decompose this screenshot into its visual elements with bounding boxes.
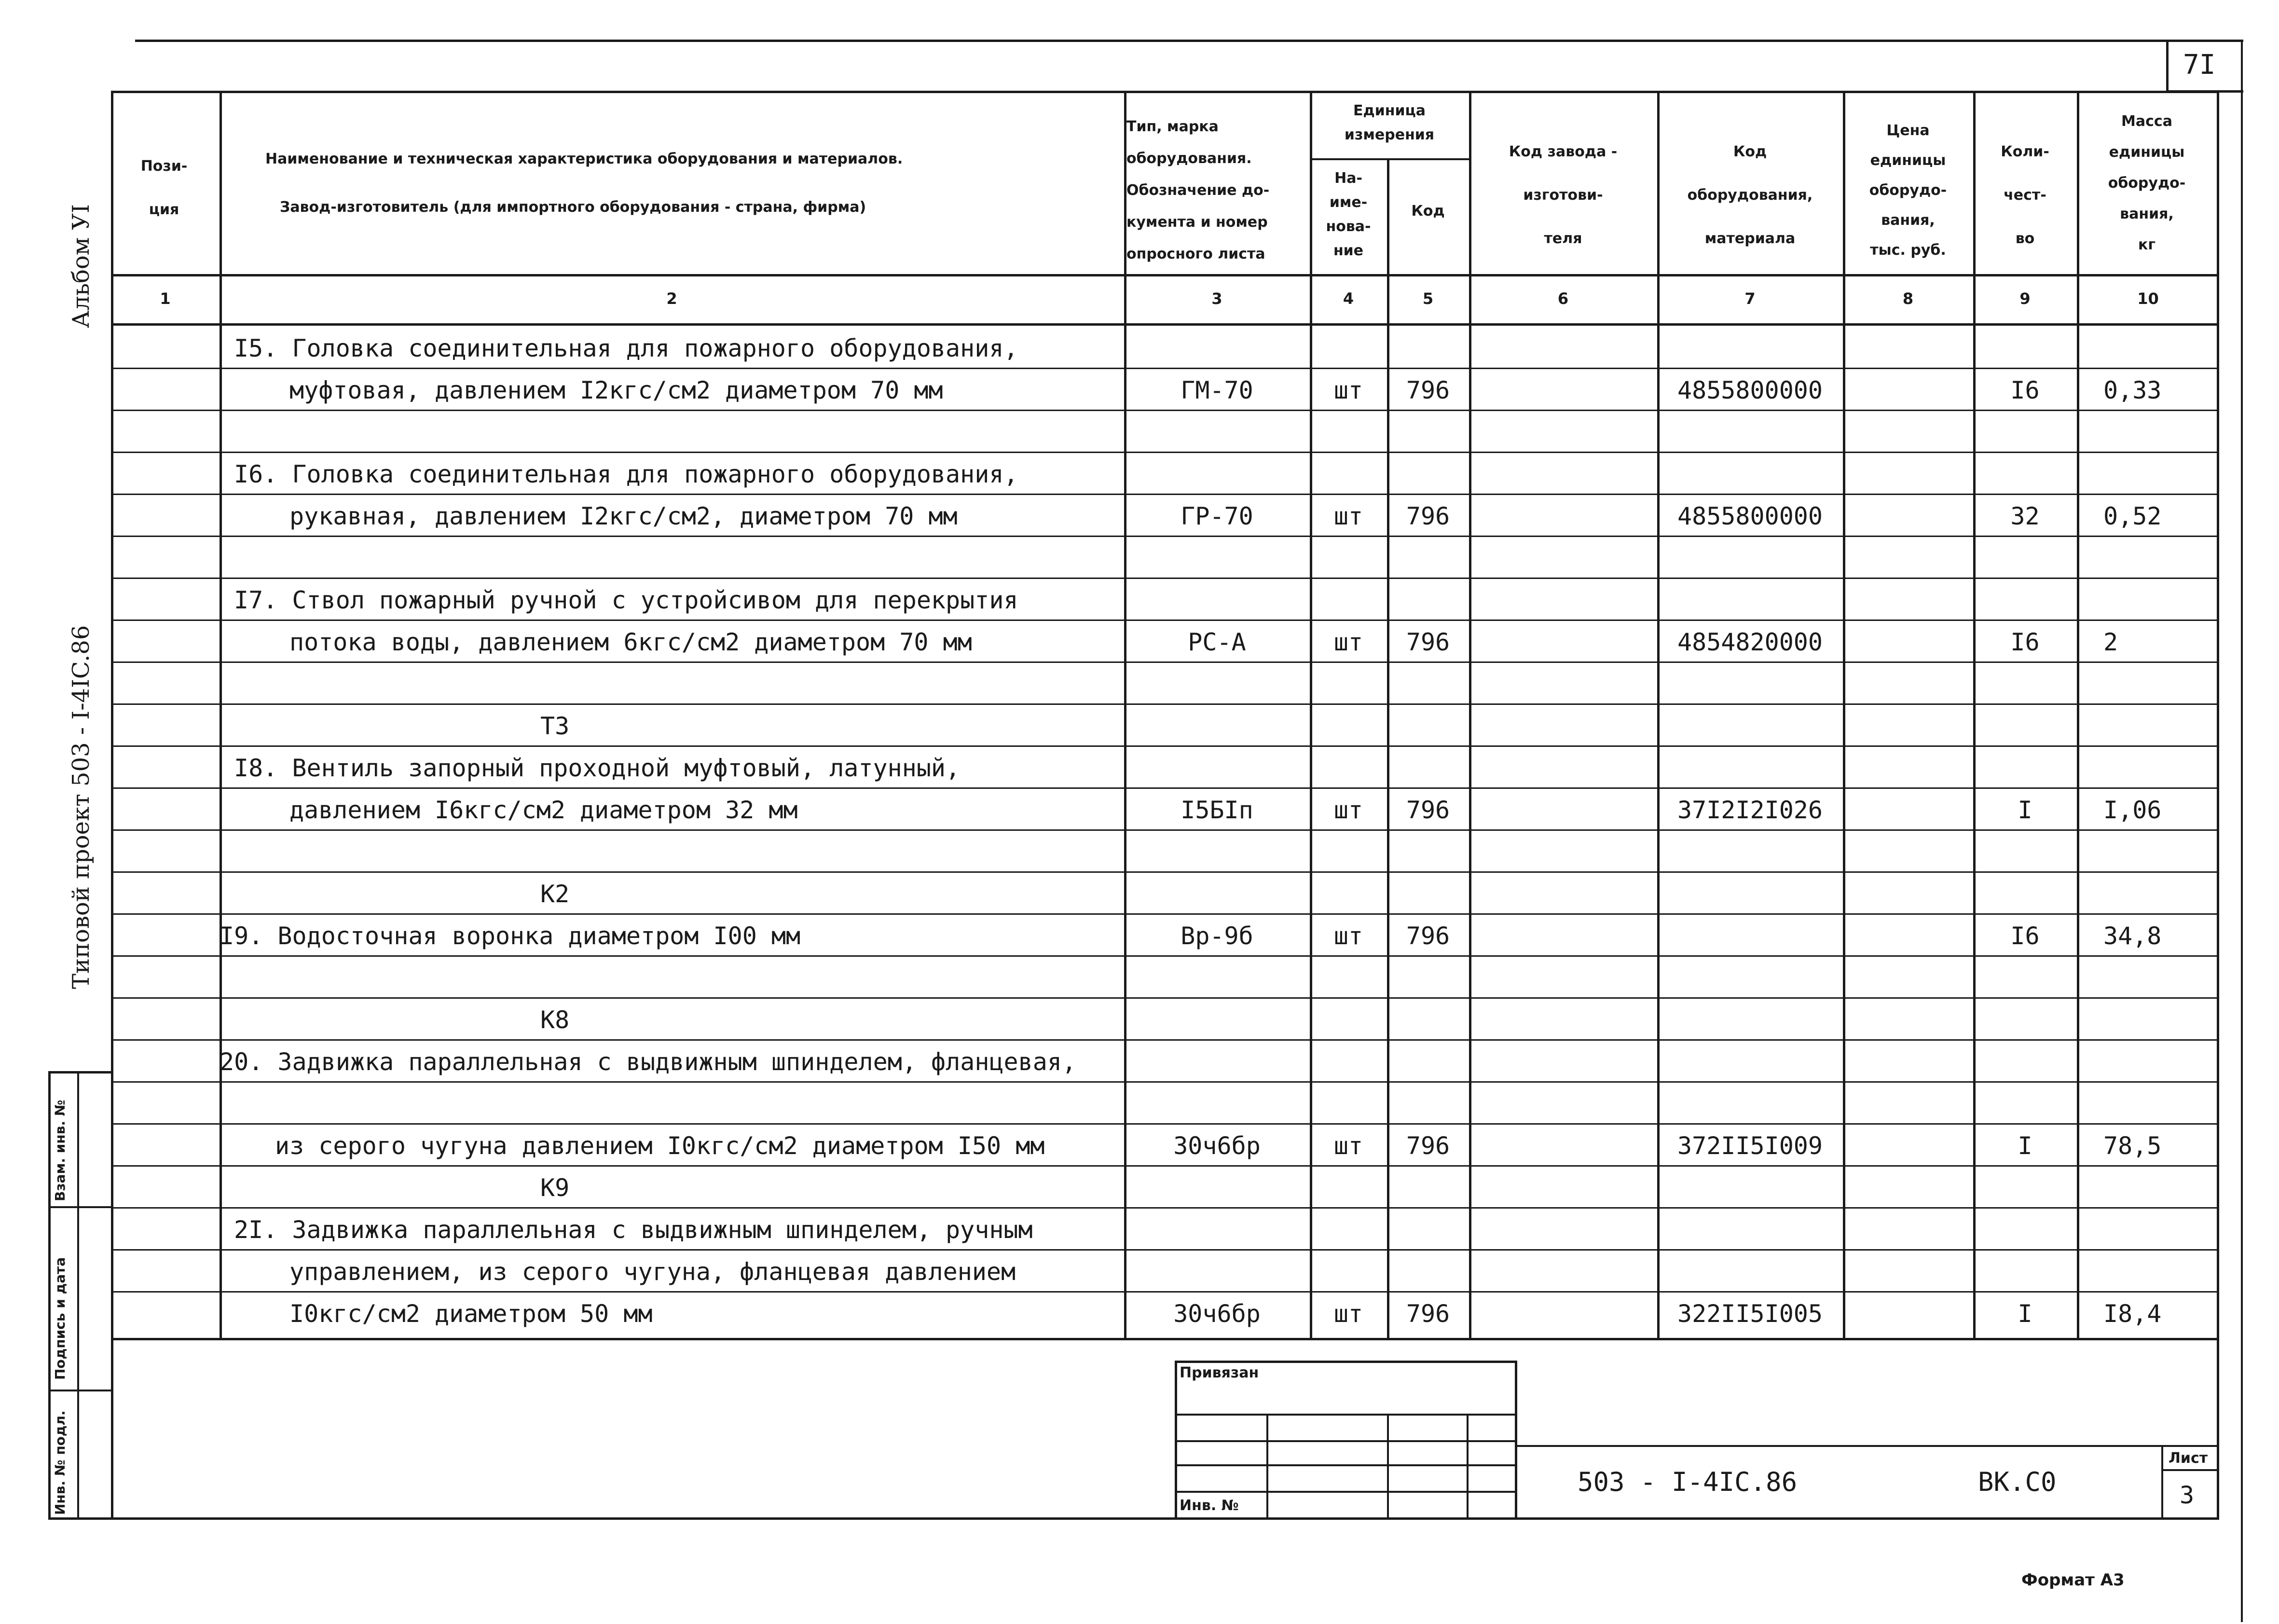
side-project-label: Типовой проект 503 - I-4IC.86 [68,625,95,989]
table-row [0,1249,2279,1291]
row-divider [111,536,2219,537]
row-divider [111,410,2219,411]
doc-section: ВК.С0 [1978,1467,2057,1497]
column-number: 5 [1422,289,1434,308]
side-album-label: Альбом УI [68,204,95,328]
header-col10: Масса единицы оборудо- вания, кг [2108,113,2186,253]
row-qty: 32 [2010,502,2040,530]
row-name: I7. Ствол пожарный ручной с устройсивом для перекрытия [234,586,1018,614]
row-mass: I8,4 [2103,1300,2162,1328]
row-divider [111,955,2219,957]
table-row [0,1207,2279,1249]
column-number: 2 [666,289,677,308]
row-type: I5БIп [1181,796,1253,824]
unit-group-line [1310,158,1469,160]
column-number: 9 [2019,289,2031,308]
table-row [0,1039,2279,1081]
column-number: 1 [160,289,171,308]
header-col1: Пози- ция [140,158,188,218]
row-mass: 78,5 [2103,1132,2162,1160]
row-name: 20. Задвижка параллельная с выдвижным шпинделем, фланцевая, [220,1048,1077,1076]
format-label: Формат А3 [2021,1570,2125,1590]
side-podpis-label: Подпись и дата [52,1257,68,1380]
row-code: 796 [1406,922,1450,950]
header-col9: Коли- чест- во [2001,143,2049,247]
stamp-line-4 [1175,1491,1517,1493]
row-name: управлением, из серого чугуна, фланцевая давлением [289,1258,1016,1286]
sheet-box-left [2161,1445,2163,1520]
row-unit: шт [1333,1132,1363,1160]
table-row [0,913,2279,955]
row-code: 796 [1406,796,1450,824]
row-mass: I,06 [2103,796,2162,824]
column-number: 7 [1744,289,1756,308]
table-row [0,368,2279,410]
title-block-top [1517,1445,2219,1447]
row-name: I8. Вентиль запорный проходной муфтовый, латунный, [234,754,961,782]
row-code: 796 [1406,376,1450,404]
table-row [0,745,2279,787]
side-inv-label: Инв. № подл. [52,1410,68,1515]
stamp-line-2 [1175,1440,1517,1442]
top-border-line [135,40,2243,42]
row-name: Т3 [540,712,570,740]
row-type: 30ч6бр [1173,1300,1261,1328]
row-unit: шт [1333,628,1363,656]
table-row [0,1123,2279,1165]
sheet-box-mid [2161,1469,2219,1471]
column-number: 3 [1211,289,1222,308]
row-mass: 0,33 [2103,376,2162,404]
table-row [0,703,2279,745]
row-name: муфтовая, давлением I2кгс/см2 диаметром 70 мм [289,376,943,404]
row-mass: 0,52 [2103,502,2162,530]
header-col3: Тип, марка оборудования. Обозначение до- кумента и номер опросного листа [1126,118,1270,262]
frame-right [2217,1336,2219,1520]
sheet-value: 3 [2180,1481,2195,1509]
row-qty: I [2018,1132,2032,1160]
row-mass: 2 [2103,628,2118,656]
table-row [0,1291,2279,1333]
stamp-line-1 [1175,1414,1517,1416]
stamp-vline-1 [1266,1414,1268,1520]
row-name: I5. Головка соединительная для пожарного оборудования, [234,334,1018,362]
table-row [0,452,2279,494]
stamp-vline-2 [1387,1414,1389,1520]
row-type: 30ч6бр [1173,1132,1261,1160]
row-code: 796 [1406,1300,1450,1328]
row-type: ГМ-70 [1181,376,1253,404]
frame-bottom [48,1517,2219,1520]
header-col5: Код [1411,203,1445,220]
row-name: I6. Головка соединительная для пожарного оборудования, [234,460,1018,488]
table-row [0,787,2279,829]
stamp-inv-no: Инв. № [1180,1497,1239,1514]
row-unit: шт [1333,502,1363,530]
row-name: из серого чугуна давлением I0кгс/см2 диаметром I50 мм [275,1132,1045,1160]
row-code: 796 [1406,502,1450,530]
table-row [0,997,2279,1039]
row-unit: шт [1333,1300,1363,1328]
row-material-code: 4855800000 [1677,502,1823,530]
column-number: 10 [2137,289,2159,308]
row-unit: шт [1333,796,1363,824]
row-name: I0кгс/см2 диаметром 50 мм [289,1300,653,1328]
table-row [0,578,2279,619]
row-type: Вр-9б [1181,922,1253,950]
row-type: ГР-70 [1181,502,1253,530]
stamp-privyazan: Привязан [1180,1364,1259,1381]
row-qty: I6 [2010,376,2040,404]
row-qty: I6 [2010,922,2040,950]
table-row [0,619,2279,661]
row-name: К2 [540,880,570,908]
row-unit: шт [1333,922,1363,950]
row-name: 2I. Задвижка параллельная с выдвижным шпинделем, ручным [234,1216,1033,1244]
column-number: 4 [1343,289,1354,308]
row-qty: I [2018,796,2032,824]
row-divider [111,829,2219,831]
sheet-label: Лист [2169,1450,2208,1467]
row-code: 796 [1406,1132,1450,1160]
row-name: давлением I6кгс/см2 диаметром 32 мм [289,796,798,824]
header-col8: Цена единицы оборудо- вания, тыс. руб. [1869,122,1947,259]
row-name: рукавная, давлением I2кгс/см2, диаметром 70 мм [289,502,958,530]
sheet-number: 7I [2183,49,2216,81]
column-number: 6 [1557,289,1569,308]
header-col2: Наименование и техническая характеристика оборудования и материалов. Завод-изготовитель (для импортного оборудования - страна, фирма) [265,151,903,216]
row-code: 796 [1406,628,1450,656]
row-name: К8 [540,1006,570,1034]
row-name: потока воды, давлением 6кгс/см2 диаметром 70 мм [289,628,972,656]
side-vzam-label: Взам. инв. № [52,1100,68,1201]
table-row [0,494,2279,536]
row-unit: шт [1333,376,1363,404]
header-col4: На- име- нова- ние [1326,170,1371,259]
row-qty: I [2018,1300,2032,1328]
header-col7: Код оборудования, материала [1687,143,1813,247]
column-number: 8 [1902,289,1914,308]
row-material-code: 4854820000 [1677,628,1823,656]
side-strip-row2 [48,1390,113,1391]
table-row [0,326,2279,368]
row-type: РС-А [1188,628,1246,656]
header-unit-group: Единица измерения [1344,102,1435,143]
row-divider [111,1081,2219,1083]
row-name: I9. Водосточная воронка диаметром I00 мм [220,922,801,950]
row-material-code: 37I2I2I026 [1677,796,1823,824]
row-material-code: 322II5I005 [1677,1300,1823,1328]
stamp-line-3 [1175,1464,1517,1466]
right-trim-line [2241,40,2243,1622]
table-row [0,871,2279,913]
header-bottom-line [111,274,2219,276]
stamp-vline-3 [1467,1414,1469,1520]
row-material-code: 4855800000 [1677,376,1823,404]
doc-code: 503 - I-4IC.86 [1578,1467,1798,1497]
sheet-number-box [2166,40,2243,93]
row-qty: I6 [2010,628,2040,656]
row-name: К9 [540,1174,570,1202]
table-row [0,1165,2279,1207]
header-col6: Код завода - изготови- теля [1509,143,1618,247]
row-mass: 34,8 [2103,922,2162,950]
row-material-code: 372II5I009 [1677,1132,1823,1160]
row-divider [111,661,2219,663]
